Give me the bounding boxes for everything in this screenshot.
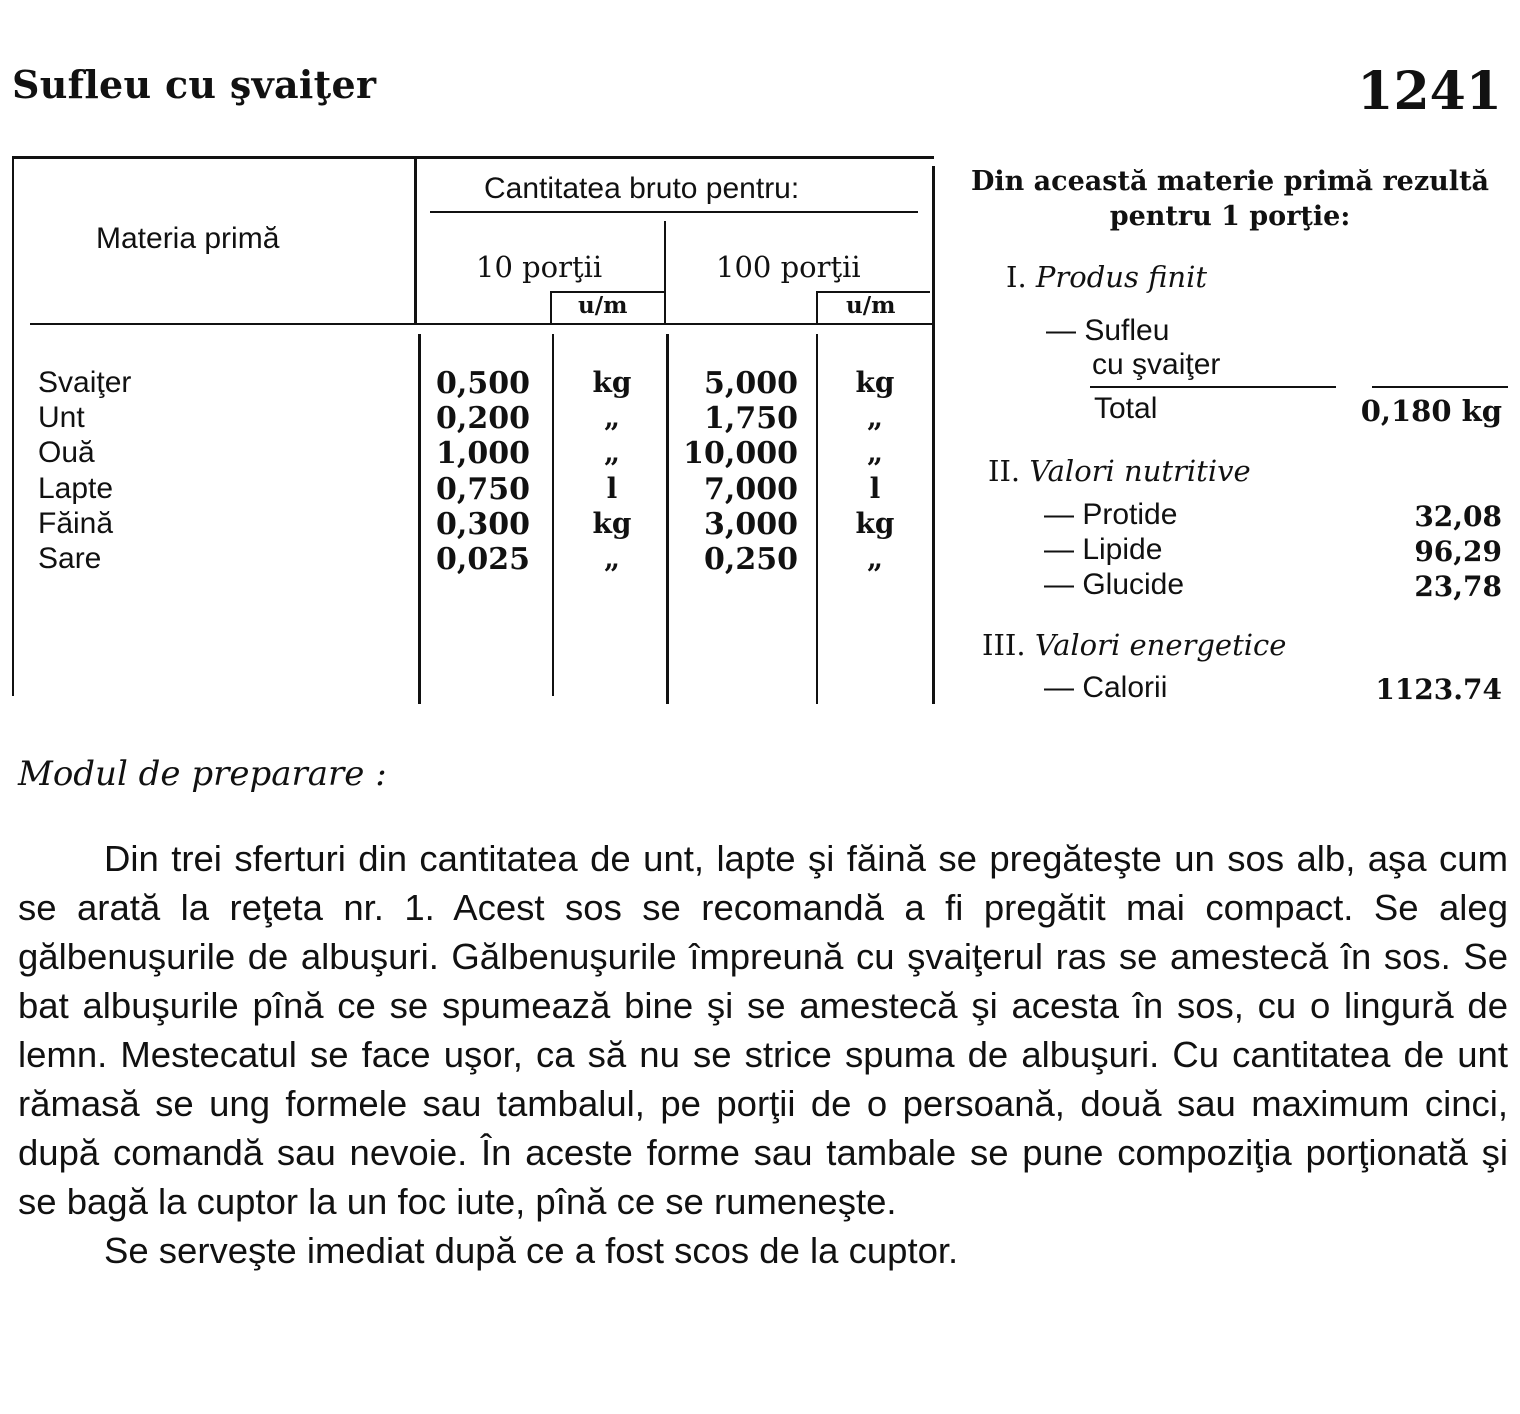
- method-paragraph: Din trei sferturi din cantitatea de unt, lapte şi făină se pregăteşte un sos alb, aşa cum se arată la reţeta nr. 1. Acest sos se recomandă a fi pregătit mai compact. Se aleg gălbenuşurile de albuşuri. Gălbenuşurile împreună cu şvaiţerul ras se amestecă în sos. Se bat albuşurile pînă ce se spumează bine şi se amestecă şi acesta în sos, cu o lingură de lemn. Mestecatul se face uşor, ca să nu se strice spuma de albuşuri. Cu cantitatea de unt rămasă se ung formele sau tambalul, pe porţii de o persoană, două sau maximum cinci, după comandă sau nevoie. În aceste forme sau tambale se pune compoziţia porţionată şi se bagă la cuptor la un foc iute, pînă ce se rumeneşte.: [18, 838, 1508, 1222]
- total-label: Total: [1094, 392, 1158, 425]
- calorii-value: 1123.74: [1375, 673, 1502, 706]
- qty-10: 0,025: [436, 542, 530, 577]
- table-row: [12, 472, 934, 507]
- qty-10: 0,750: [436, 472, 530, 507]
- col-divider-um100-header: [816, 291, 818, 323]
- ingredient-name: Ouă: [38, 436, 95, 469]
- ingredient-name: Făină: [38, 507, 114, 540]
- header-10-portii: 10 porţii: [476, 250, 603, 284]
- qty-10: 0,200: [436, 401, 530, 436]
- unit-100: l: [869, 472, 881, 505]
- qty-100: 1,750: [704, 401, 798, 436]
- unit-10: kg: [592, 366, 632, 399]
- unit-100: „: [866, 542, 884, 575]
- qty-100: 10,000: [683, 436, 798, 471]
- header-um-100: u/m: [846, 292, 896, 319]
- unit-10: „: [603, 401, 621, 434]
- total-rule-right: [1372, 386, 1508, 388]
- total-rule-left: [1090, 386, 1336, 388]
- qty-10: 0,300: [436, 507, 530, 542]
- recipe-title: Sufleu cu şvaiţer: [12, 62, 377, 107]
- ingredient-name: Lapte: [38, 472, 114, 505]
- unit-100: kg: [855, 507, 895, 540]
- table-row: [12, 401, 934, 436]
- section-valori-energetice: [982, 628, 1286, 662]
- unit-100: „: [866, 401, 884, 434]
- nutrient-value: 23,78: [1414, 570, 1502, 603]
- recipe-number: 1241: [1357, 61, 1502, 122]
- section-number: II.: [988, 454, 1021, 488]
- nutrient-label: — Lipide: [1044, 533, 1163, 566]
- nutrient-value: 96,29: [1414, 535, 1502, 568]
- section-produs-finit: [1006, 260, 1207, 294]
- unit-10: „: [603, 436, 621, 469]
- calorii-label: — Calorii: [1044, 671, 1168, 704]
- header-um-10: u/m: [578, 292, 628, 319]
- section-valori-nutritive: [988, 454, 1251, 488]
- ingredient-name: Sare: [38, 542, 102, 575]
- header-100-portii: 100 porţii: [716, 250, 861, 284]
- section-number: I.: [1006, 260, 1027, 294]
- method-heading: Modul de preparare :: [18, 754, 387, 794]
- unit-10: kg: [592, 507, 632, 540]
- col-divider-um10-header: [550, 291, 552, 323]
- qty-100: 5,000: [704, 366, 798, 401]
- section-title: Valori energetice: [1034, 628, 1287, 662]
- table-row: [12, 507, 934, 542]
- section-number: III.: [982, 628, 1026, 662]
- nutrient-value: 32,08: [1414, 500, 1502, 533]
- unit-10: l: [606, 472, 618, 505]
- total-value: 0,180 kg: [1360, 394, 1502, 428]
- ingredients-table: [12, 156, 934, 704]
- col-divider-header: [414, 156, 417, 324]
- unit-100: kg: [855, 366, 895, 399]
- method-paragraph: Se serveşte imediat după ce a fost scos de la cuptor.: [104, 1230, 959, 1271]
- product-name-line2: cu şvaiţer: [1092, 348, 1221, 381]
- table-header-rule: [430, 211, 918, 213]
- nutrient-label: — Protide: [1044, 498, 1178, 531]
- qty-10: 1,000: [436, 436, 530, 471]
- unit-10: „: [603, 542, 621, 575]
- method-text: [18, 834, 1508, 1275]
- section-title: Produs finit: [1035, 260, 1208, 294]
- qty-100: 0,250: [704, 542, 798, 577]
- table-top-rule: [12, 156, 934, 159]
- col-divider-portions-header: [664, 221, 666, 323]
- table-row: [12, 542, 934, 577]
- nutrient-label: — Glucide: [1044, 568, 1185, 601]
- qty-100: 7,000: [704, 472, 798, 507]
- ingredient-name: Svaiţer: [38, 366, 132, 399]
- header-cantitatea: Cantitatea bruto pentru:: [484, 172, 800, 205]
- product-name-line1: — Sufleu: [1046, 314, 1170, 347]
- portion-summary: [960, 160, 1510, 720]
- section-title: Valori nutritive: [1029, 454, 1251, 488]
- qty-10: 0,500: [436, 366, 530, 401]
- ingredient-name: Unt: [38, 401, 85, 434]
- header-materia-prima: Materia primă: [96, 222, 280, 255]
- qty-100: 3,000: [704, 507, 798, 542]
- table-row: [12, 366, 934, 401]
- summary-intro: Din această materie primă rezultă pentru 1 porţie:: [970, 166, 1490, 232]
- table-row: [12, 436, 934, 471]
- unit-100: „: [866, 436, 884, 469]
- table-body-rule: [30, 323, 934, 325]
